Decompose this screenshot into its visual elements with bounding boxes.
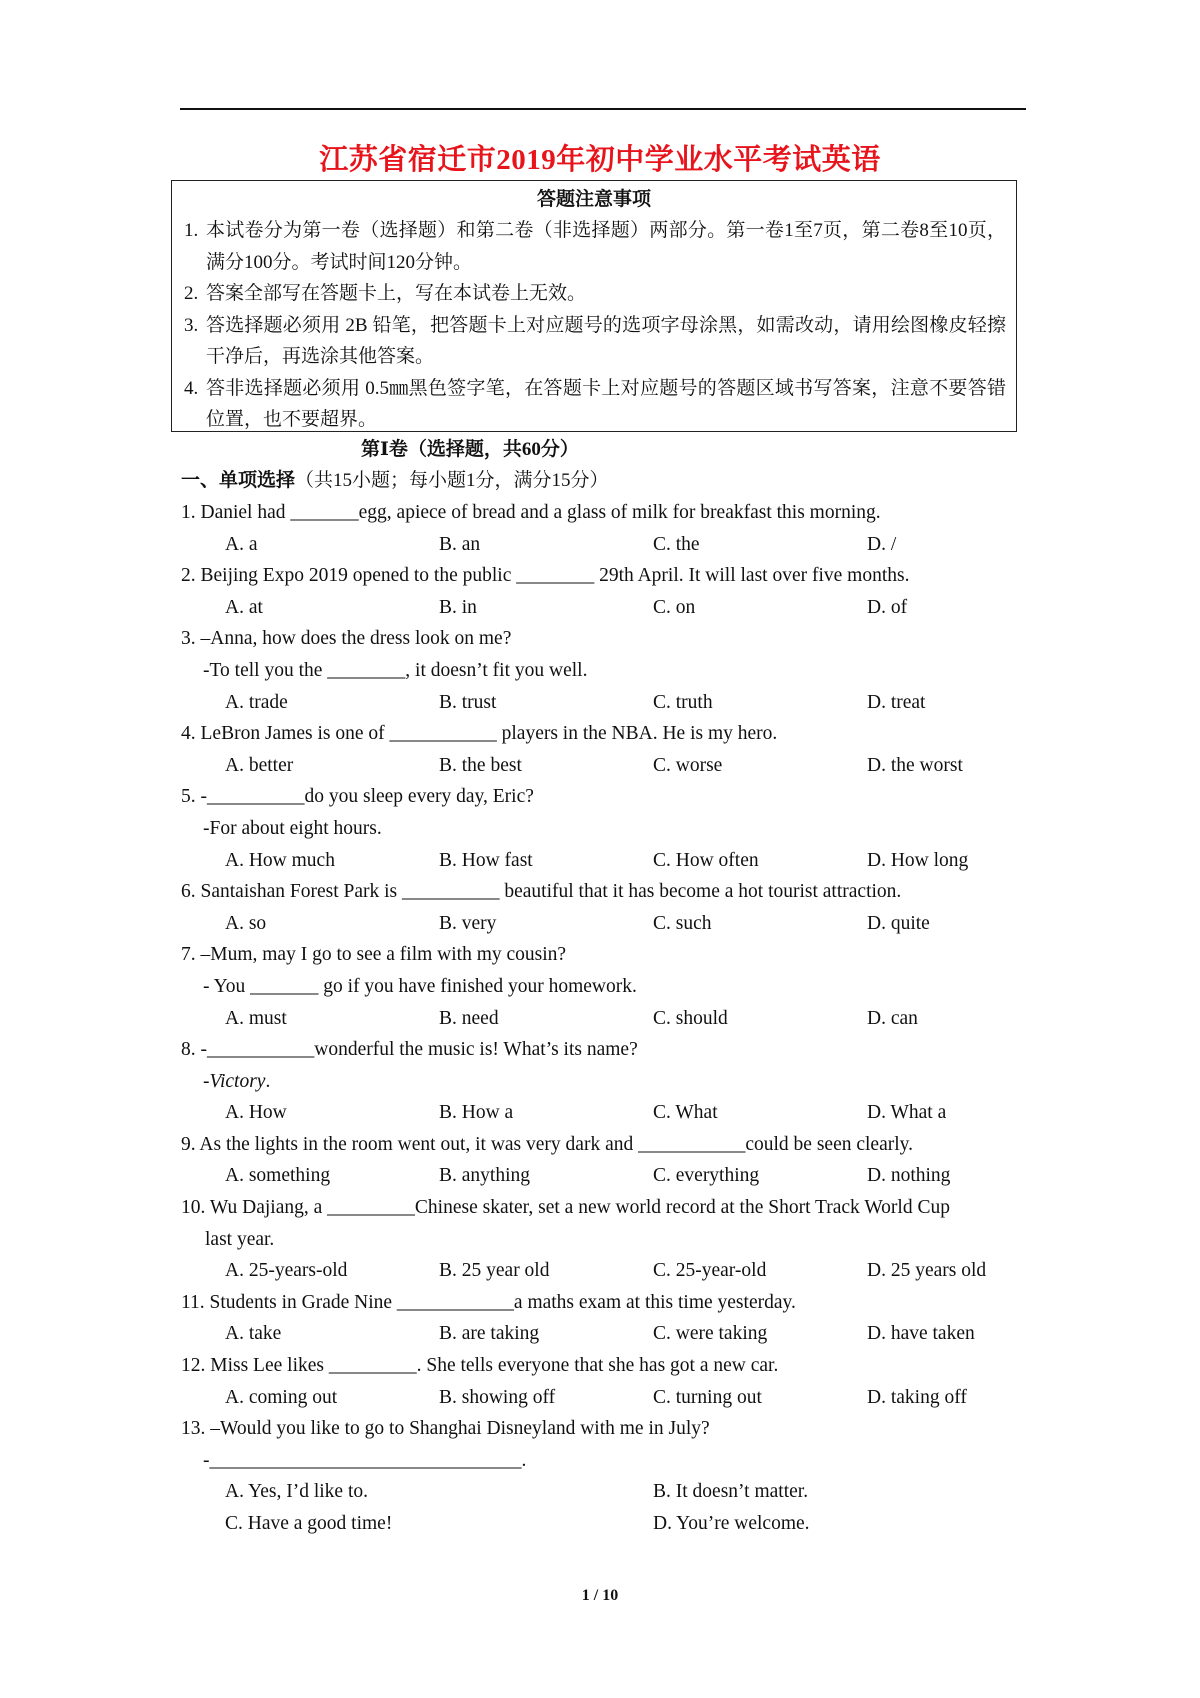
notice-heading: 答题注意事项 (536, 189, 651, 210)
option: C. turning out (653, 1386, 762, 1408)
option: A. so (225, 912, 267, 934)
reply-prefix: - (203, 1070, 210, 1092)
option: D. treat (867, 691, 926, 713)
option: D. of (867, 596, 908, 618)
notice-item (172, 278, 1016, 310)
part-label: 一、单项选择 (181, 470, 296, 491)
option: A. must (225, 1007, 287, 1029)
section-title: 第Ⅰ卷（选择题，共60分） (361, 439, 579, 460)
option: C. such (653, 912, 712, 934)
option: D. / (867, 533, 897, 555)
option: C. Have a good time! (225, 1513, 393, 1534)
option: B. are taking (439, 1323, 540, 1345)
option: A. coming out (225, 1386, 338, 1408)
option: D. You’re welcome. (653, 1513, 810, 1534)
option: D. 25 years old (867, 1260, 987, 1282)
option: B. trust (439, 691, 497, 713)
reply-italic-word: Victory (209, 1070, 266, 1092)
options-row (181, 1255, 1021, 1287)
option: A. Yes, I’d like to. (225, 1481, 369, 1503)
options-row (181, 908, 1021, 940)
option: A. at (225, 596, 263, 618)
question-stem: 4. LeBron James is one of ___________ players in the NBA. He is my hero. (181, 723, 778, 745)
options-row (181, 592, 1021, 624)
page-number: 1 / 10 (581, 1587, 619, 1604)
option: C. What (653, 1102, 718, 1124)
question-reply (181, 1066, 1021, 1098)
option: B. anything (439, 1165, 530, 1187)
top-rule (180, 108, 1026, 110)
options-row (181, 1476, 1021, 1508)
question-list (181, 497, 1021, 1540)
notice-item-number: 3. (184, 314, 199, 336)
option: B. showing off (439, 1386, 556, 1408)
options-row (181, 750, 1021, 782)
part-description: （共15小题；每小题1分，满分15分） (295, 470, 609, 491)
option: A. How (225, 1102, 287, 1124)
option: C. truth (653, 691, 713, 713)
notice-item (172, 310, 1016, 373)
question-reply-blank: -________________________________. (203, 1449, 527, 1471)
question-stem: 6. Santaishan Forest Park is __________ beautiful that it has become a hot tourist attraction. (181, 881, 902, 903)
question-reply: -To tell you the ________, it doesn’t fit you well. (203, 659, 588, 681)
option: B. in (439, 596, 477, 618)
notice-item-text: 答非选择题必须用 0.5㎜黑色签字笔，在答题卡上对应题号的答题区域书写答案，注意不要答错位置，也不要超界。 (206, 377, 1006, 430)
option: D. How long (867, 849, 969, 871)
option: D. What a (867, 1102, 947, 1124)
option: C. were taking (653, 1323, 768, 1345)
option: A. trade (225, 691, 288, 713)
option: D. the worst (867, 754, 963, 776)
question-stem: 11. Students in Grade Nine ____________a maths exam at this time yesterday. (181, 1291, 796, 1313)
question-stem: 7. –Mum, may I go to see a film with my cousin? (181, 944, 567, 966)
option: C. the (653, 533, 700, 555)
question-reply: -For about eight hours. (203, 817, 382, 839)
option: C. everything (653, 1165, 760, 1187)
question-stem: 12. Miss Lee likes _________. She tells everyone that she has got a new car. (181, 1355, 779, 1377)
option: D. can (867, 1007, 918, 1029)
question-stem: 10. Wu Dajiang, a _________Chinese skater, set a new world record at the Short Track World Cup (181, 1197, 950, 1219)
notice-item-text: 本试卷分为第一卷（选择题）和第二卷（非选择题）两部分。第一卷1至7页，第二卷8至10页，满分100分。考试时间120分钟。 (206, 220, 1006, 273)
options-row (181, 1003, 1021, 1035)
notice-item-text: 答案全部写在答题卡上，写在本试卷上无效。 (206, 283, 587, 304)
option: A. 25-years-old (225, 1260, 348, 1282)
question-stem: 1. Daniel had _______egg, apiece of bread and a glass of milk for breakfast this morning. (181, 502, 881, 523)
notice-item-number: 1. (184, 220, 199, 241)
notice-item-number: 2. (184, 283, 199, 304)
notice-item (172, 215, 1016, 278)
options-row (181, 845, 1021, 877)
option: B. very (439, 912, 497, 934)
notice-item-text: 答选择题必须用 2B 铅笔，把答题卡上对应题号的选项字母涂黑，如需改动，请用绘图橡皮轻擦干净后，再选涂其他答案。 (206, 314, 1006, 367)
notice-box (171, 180, 1017, 432)
exam-title: 江苏省宿迁市2019年初中学业水平考试英语 (319, 144, 881, 176)
option: A. something (225, 1165, 331, 1187)
option: D. nothing (867, 1165, 951, 1187)
question-stem: 9. As the lights in the room went out, it was very dark and ___________could be seen clearly. (181, 1133, 914, 1155)
option: A. take (225, 1323, 282, 1345)
options-row (181, 687, 1021, 719)
options-row (181, 1160, 1021, 1192)
option: B. How fast (439, 849, 533, 871)
option: D. taking off (867, 1386, 967, 1408)
options-row (181, 1318, 1021, 1350)
option: A. a (225, 533, 258, 555)
option: D. have taken (867, 1323, 975, 1345)
question-stem: 13. –Would you like to go to Shanghai Disneyland with me in July? (181, 1418, 710, 1440)
option: B. It doesn’t matter. (653, 1481, 809, 1503)
reply-suffix: . (265, 1070, 271, 1092)
question-stem: 3. –Anna, how does the dress look on me? (181, 628, 512, 650)
option: A. better (225, 754, 294, 776)
options-row (181, 1097, 1021, 1129)
option: B. How a (439, 1102, 514, 1124)
part-heading (181, 466, 609, 496)
option: C. should (653, 1007, 728, 1029)
option: C. How often (653, 849, 759, 871)
option: C. on (653, 596, 696, 618)
question-stem: 5. -__________do you sleep every day, Eric? (181, 786, 534, 808)
question-stem: 2. Beijing Expo 2019 opened to the public ________ 29th April. It will last over five months. (181, 565, 910, 587)
options-row (181, 529, 1021, 561)
options-row (181, 1508, 1021, 1540)
option: B. 25 year old (439, 1260, 550, 1282)
question-reply: - You _______ go if you have finished your homework. (203, 975, 637, 997)
question-stem: 8. -___________wonderful the music is! What’s its name? (181, 1039, 638, 1061)
options-row (181, 1382, 1021, 1414)
option: B. the best (439, 754, 522, 776)
option: D. quite (867, 912, 930, 934)
option: C. 25-year-old (653, 1260, 767, 1282)
notice-item-number: 4. (184, 377, 199, 399)
notice-item (172, 373, 1016, 436)
option: B. an (439, 533, 481, 555)
question-stem-continued: last year. (205, 1228, 275, 1250)
option: A. How much (225, 849, 335, 871)
option: C. worse (653, 754, 723, 776)
option: B. need (439, 1007, 499, 1029)
